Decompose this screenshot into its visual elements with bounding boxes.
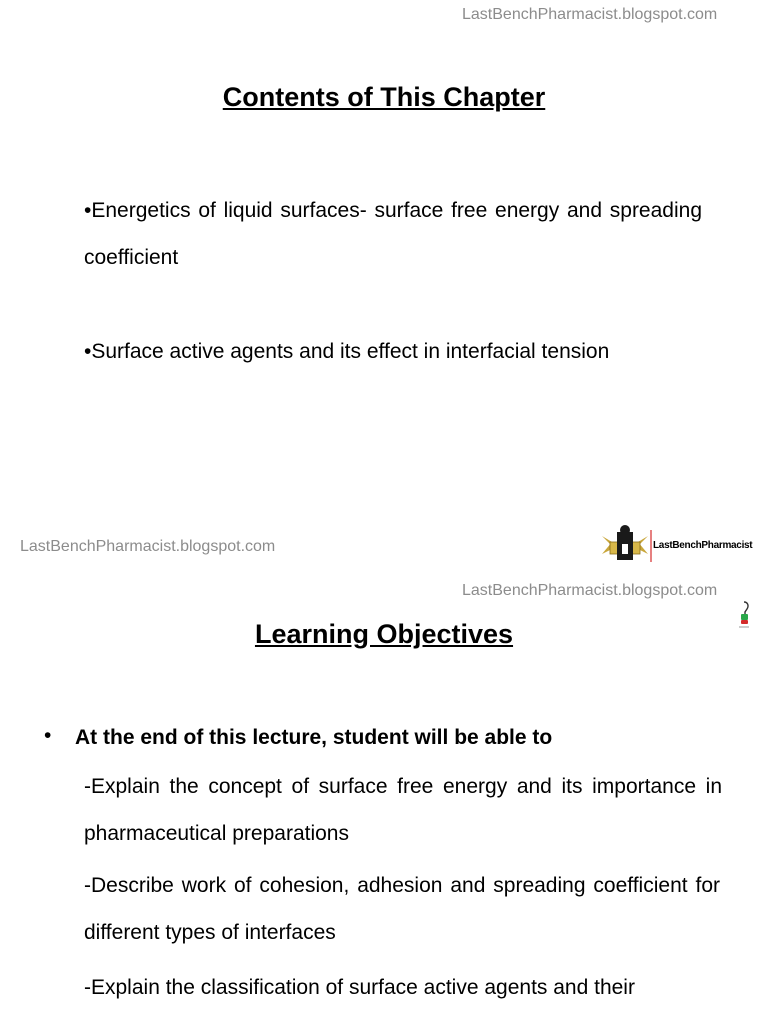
slide-title: Contents of This Chapter <box>222 82 546 112</box>
watermark-top: LastBenchPharmacist.blogspot.com <box>462 582 718 599</box>
watermark-top: LastBenchPharmacist.blogspot.com <box>462 6 718 23</box>
objective-item: -Explain the concept of surface free energy and its importance in pharmaceutical preparations <box>84 775 722 845</box>
objective-item: -Explain the classification of surface active agents and their <box>84 976 635 999</box>
logo-text: LastBenchPharmacist <box>653 540 753 551</box>
contents-item: •Surface active agents and its effect in interfacial tension <box>84 340 610 363</box>
objective-item: -Describe work of cohesion, adhesion and spreading coefficient for different types of interfaces <box>84 874 720 944</box>
slide-objectives <box>0 573 768 1024</box>
slide-title: Learning Objectives <box>254 619 514 649</box>
bullet-dot-icon: • <box>44 724 52 747</box>
bullet-heading: At the end of this lecture, student will be able to <box>75 726 553 749</box>
watermark-bottom: LastBenchPharmacist.blogspot.com <box>20 538 276 555</box>
contents-item: •Energetics of liquid surfaces- surface free energy and spreading coefficient <box>84 199 702 269</box>
